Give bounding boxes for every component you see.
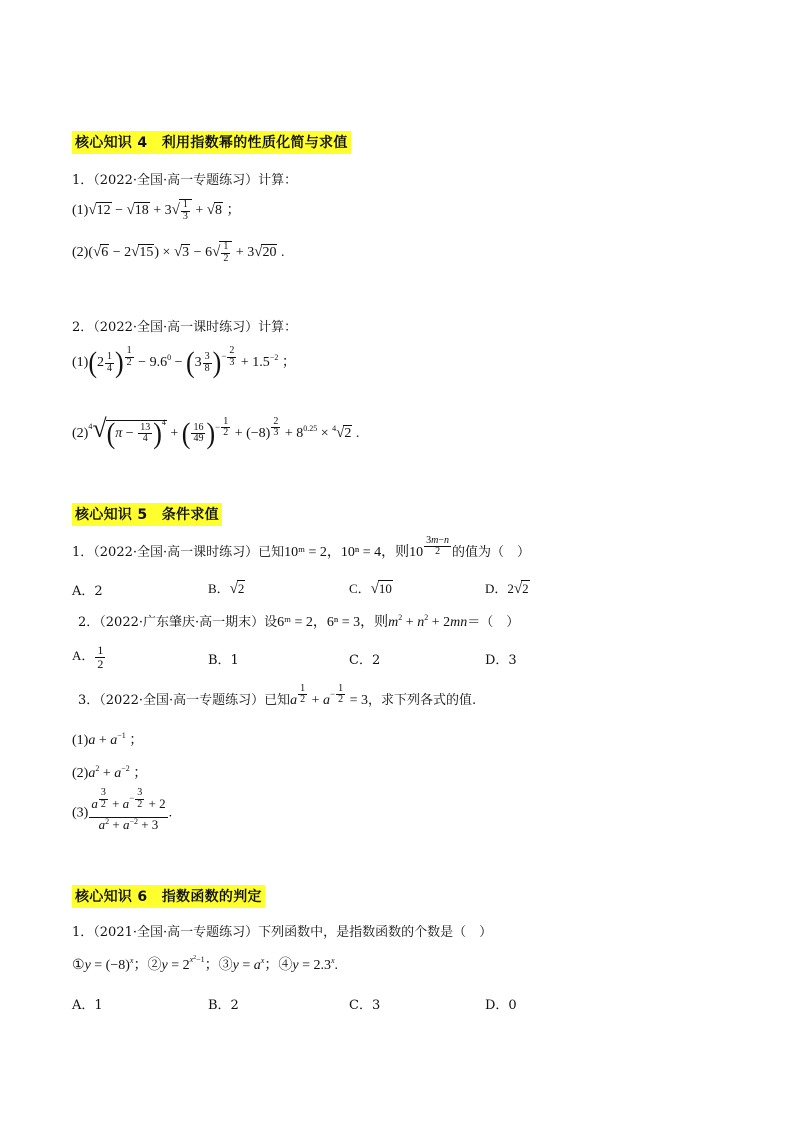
question-6-1-functions: ①y = $(-8)^x$；②y = $2^{x^2-1}$；③y = $a^x$；④y = $2.3^x$.	[72, 955, 339, 973]
question-4-2-intro: 2．（2022·全国·高一课时练习）计算：	[72, 320, 298, 335]
section-heading-5: 核心知识 5 条件求值	[72, 503, 222, 526]
question-5-1-intro: 1．（2022·全国·高一课时练习）已知	[72, 545, 285, 560]
option-5-2-d[interactable]: D．3	[485, 653, 517, 668]
option-6-1-a[interactable]: A．1	[72, 998, 103, 1013]
option-5-2-c[interactable]: C．2	[349, 653, 381, 668]
question-4-1-part-1: (1)√12 − √18 + 3√ $\frac{1}{3}$ + √8 ；	[72, 199, 241, 222]
option-6-1-d[interactable]: D．0	[485, 998, 517, 1013]
item-marker-2: ②	[147, 958, 162, 973]
part-label: (1)	[72, 203, 89, 219]
question-5-3-part-2: $(2)a^2 + a^{-2}$ ；	[72, 764, 148, 781]
question-5-2-condition: 6ᵐ = 2，6ⁿ = 3，则	[277, 615, 389, 630]
question-5-2-intro: 2．（2022·广东肇庆·高一期末）设	[78, 615, 278, 630]
section-heading-6: 核心知识 6 指数函数的判定	[72, 885, 265, 908]
question-5-3-intro: 3．（2022·全国·高一专题练习）已知	[78, 693, 291, 708]
item-marker-3: ③	[218, 958, 233, 973]
option-letter: D．	[485, 581, 508, 596]
item-marker-1: ①	[72, 958, 85, 973]
option-letter: B．	[208, 581, 230, 596]
part-label: (2)	[72, 426, 89, 441]
question-5-1: 1．（2022·全国·高一课时练习）已知10ᵐ = 2，10ⁿ = 4，则10 $^{\frac{3m-n}{2}}$ 的值为（ ）	[72, 534, 531, 560]
item-marker-4: ④	[278, 958, 293, 973]
option-5-2-b[interactable]: B．1	[208, 653, 239, 668]
question-4-1-part-2: (2)(√6 − 2√15) × √3 − 6√ $\frac{1}{2}$ + 3√20 .	[72, 241, 285, 264]
question-5-2: 2．（2022·广东肇庆·高一期末）设6ᵐ = 2，6ⁿ = 3，则$m^2 + n^2 + 2mn=$（ ）	[78, 613, 520, 630]
option-6-1-c[interactable]: C．3	[349, 998, 381, 1013]
option-5-2-a[interactable]: A． $\frac{1}{2}$	[72, 643, 104, 671]
question-4-2-part-1: (1)(2 $\frac{1}{4}$ ) $^{\frac{1}{2}}$ − $9.6^0 - (3$ $\frac{3}{8}$ )$^{- \frac{2}{3}}$ + $1.5^{-2}$ ；	[72, 345, 296, 380]
option-letter: C．	[349, 581, 371, 596]
question-5-2-tail: ＝（ ）	[467, 615, 520, 630]
question-6-1-intro: 1．（2021·全国·高一专题练习）下列函数中，是指数函数的个数是（ ）	[72, 925, 493, 940]
question-5-1-condition: 10ᵐ = 2，10ⁿ = 4，则	[284, 545, 410, 560]
option-6-1-b[interactable]: B．2	[208, 998, 239, 1013]
question-5-1-tail: 的值为（ ）	[452, 545, 531, 560]
option-letter: A．	[72, 648, 95, 664]
question-5-3-part-1: $(1)a + a^{-1}$ ；	[72, 731, 144, 748]
part-label: (2)	[72, 766, 89, 781]
question-5-3-part-3: (3) a $^{\frac{3}{2}}$ + $a^{- \frac{3}{2}}$ + 2 $a^2 + a^{-2} + 3$ .	[72, 787, 173, 832]
question-4-1-intro: 1．（2022·全国·高一专题练习）计算：	[72, 173, 298, 188]
question-5-3-tail: ，求下列各式的值.	[368, 693, 477, 708]
part-label: (3)	[72, 805, 89, 821]
section-heading-4: 核心知识 4 利用指数幂的性质化简与求值	[72, 131, 351, 154]
question-4-2-part-2: $(2)^4√(\pi$ − $\frac{13}{4}$ )$^4$ + ( $\frac{16}{49}$ )$^{- \frac{1}{2}}$ + (−8) $^{\frac{2}{3}}$ + $8^{0.25} \times ^4√2$ .	[72, 414, 360, 450]
option-5-1-a[interactable]: A．2	[72, 584, 103, 599]
part-label: (1)	[72, 733, 89, 748]
part-label: (1)	[72, 355, 89, 371]
option-5-1-b[interactable]: B．√2	[208, 581, 245, 597]
option-5-1-d[interactable]: D．2√2	[485, 581, 529, 597]
question-5-3: 3．（2022·全国·高一专题练习）已知a $^{\frac{1}{2}}$ + $a^{- \frac{1}{2}}$ = 3，求下列各式的值.	[78, 682, 477, 708]
part-label: (2)	[72, 245, 89, 261]
option-5-1-c[interactable]: C．√10	[349, 581, 392, 597]
